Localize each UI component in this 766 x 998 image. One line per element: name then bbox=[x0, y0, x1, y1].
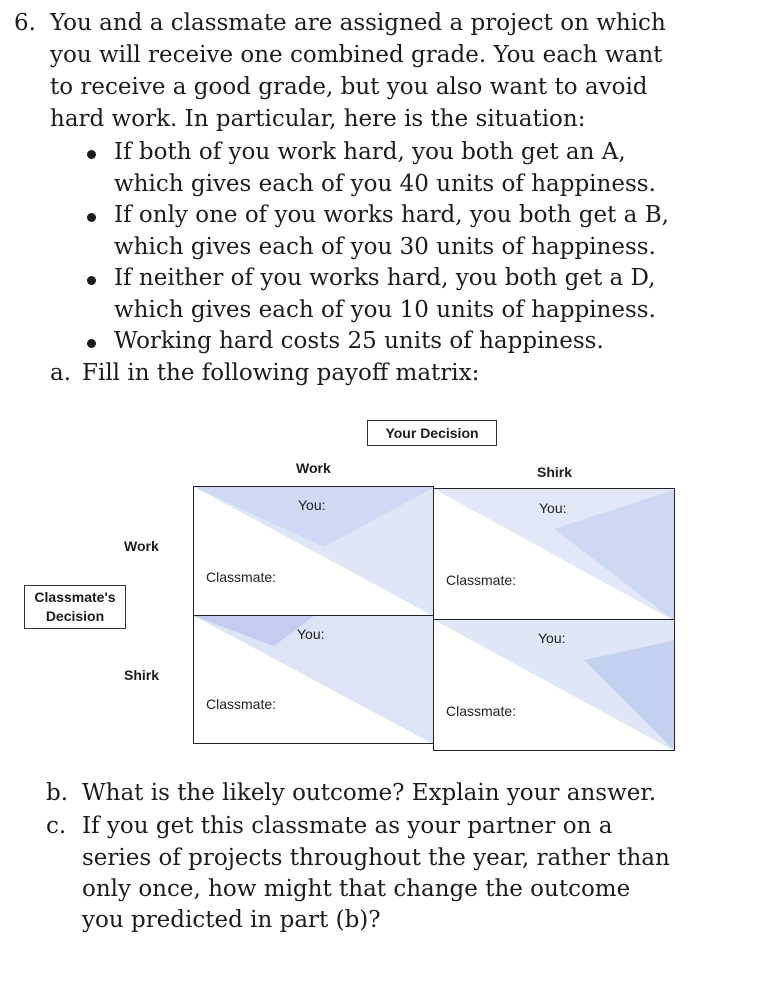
classmate-payoff-label: Classmate: bbox=[206, 569, 277, 585]
column-header: Your Decision bbox=[385, 425, 479, 441]
classmate-payoff-label: Classmate: bbox=[446, 703, 517, 719]
payoff-cell-work-shirk[interactable] bbox=[433, 488, 675, 621]
bullet-dot bbox=[87, 213, 96, 222]
bullet-text: which gives each of you 40 units of happiness. bbox=[114, 171, 656, 197]
intro-line: You and a classmate are assigned a project on which bbox=[50, 10, 666, 36]
classmate-payoff-label: Classmate: bbox=[206, 696, 277, 712]
classmate-payoff-label: Classmate: bbox=[446, 572, 517, 588]
bullet-text: If only one of you works hard, you both get a B, bbox=[114, 202, 669, 228]
you-payoff-label: You: bbox=[298, 497, 326, 513]
part-c-line: series of projects throughout the year, rather than bbox=[82, 845, 670, 871]
bullet-text: If both of you work hard, you both get an A, bbox=[114, 139, 626, 165]
bullet-text: which gives each of you 30 units of happiness. bbox=[114, 234, 656, 260]
you-payoff-label: You: bbox=[538, 630, 566, 646]
you-payoff-label: You: bbox=[539, 500, 567, 516]
row-header-box bbox=[24, 585, 126, 629]
problem-number: 6. bbox=[14, 10, 36, 36]
part-c-line: If you get this classmate as your partner on a bbox=[82, 813, 613, 839]
part-b-text: What is the likely outcome? Explain your answer. bbox=[82, 780, 657, 806]
intro-line: you will receive one combined grade. You each want bbox=[50, 42, 663, 68]
bullet-text: If neither of you works hard, you both get a D, bbox=[114, 265, 656, 291]
part-b-label: b. bbox=[46, 780, 69, 806]
payoff-cell-shirk-shirk[interactable] bbox=[433, 619, 675, 751]
you-payoff-label: You: bbox=[297, 626, 325, 642]
part-c-line: you predicted in part (b)? bbox=[82, 907, 381, 933]
row-label-work: Work bbox=[124, 538, 159, 554]
bullet-text: which gives each of you 10 units of happiness. bbox=[114, 297, 656, 323]
part-c-label: c. bbox=[46, 813, 67, 839]
row-header-line: Decision bbox=[45, 608, 105, 624]
bullet-dot bbox=[87, 150, 96, 159]
part-a-label: a. bbox=[50, 360, 72, 386]
column-label-work: Work bbox=[296, 460, 331, 476]
row-header-line: Classmate's bbox=[34, 589, 116, 605]
payoff-cell-work-work[interactable] bbox=[193, 486, 434, 616]
row-label-shirk: Shirk bbox=[124, 667, 160, 683]
part-a-text: Fill in the following payoff matrix: bbox=[82, 360, 480, 386]
intro-line: to receive a good grade, but you also want to avoid bbox=[50, 74, 648, 100]
bullet-dot bbox=[87, 339, 96, 348]
part-c-line: only once, how might that change the outcome bbox=[82, 876, 631, 902]
column-header-box bbox=[367, 420, 497, 446]
bullet-dot bbox=[87, 276, 96, 285]
payoff-cell-shirk-work[interactable] bbox=[193, 615, 434, 744]
bullet-text: Working hard costs 25 units of happiness. bbox=[114, 328, 604, 354]
intro-line: hard work. In particular, here is the situation: bbox=[50, 106, 586, 132]
column-label-shirk: Shirk bbox=[537, 464, 573, 480]
